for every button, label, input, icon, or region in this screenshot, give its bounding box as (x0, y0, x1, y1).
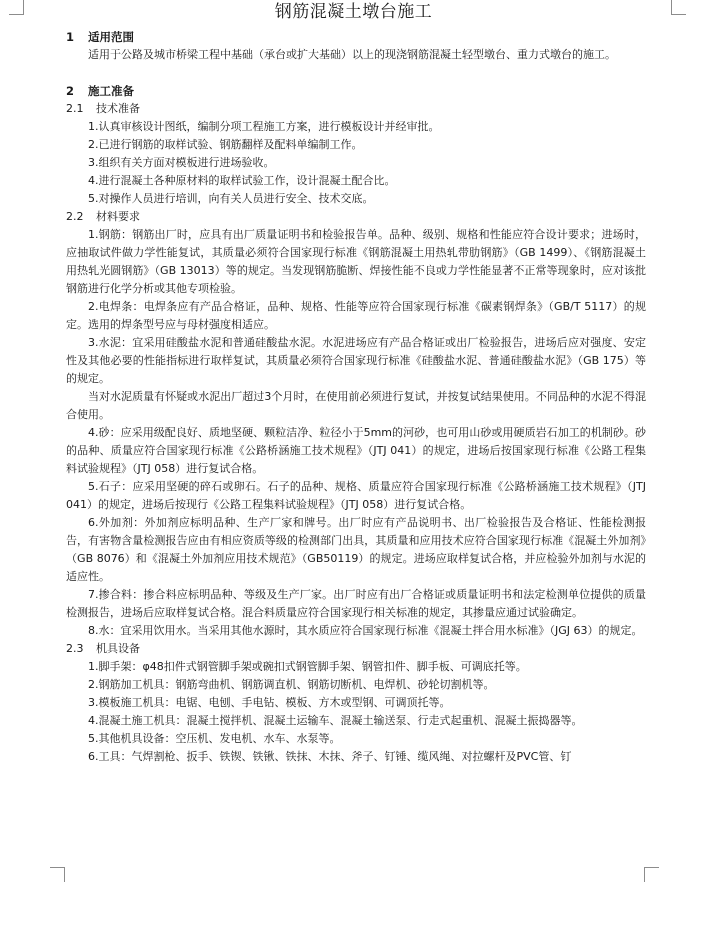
list-item: 1.脚手架：φ48扣件式钢管脚手架或碗扣式钢管脚手架、钢管扣件、脚手板、可调底托等。 (88, 660, 527, 673)
list-item: 1.认真审核设计图纸，编制分项工程施工方案，进行模板设计并经审批。 (88, 120, 440, 133)
list-item: 3.组织有关方面对模板进行进场验收。 (88, 156, 275, 169)
section-number: 2 (66, 84, 75, 98)
subsection-number: 2.1 (66, 102, 84, 115)
subsection-number: 2.2 (66, 210, 84, 223)
crop-mark-bottom-left (50, 867, 65, 882)
list-item: 4.混凝土施工机具：混凝土搅拌机、混凝土运输车、混凝土输送泵、行走式起重机、混凝土振捣器等。 (88, 714, 583, 727)
scope-paragraph: 适用于公路及城市桥梁工程中基础（承台或扩大基础）以上的现浇钢筋混凝土轻型墩台、重力式墩台的施工。 (88, 48, 616, 61)
subsection-number: 2.3 (66, 642, 84, 655)
subsection-title: 材料要求 (96, 210, 140, 223)
material-paragraph-sand: 4.砂：应采用级配良好、质地坚硬、颗粒洁净、粒径小于5mm的河砂，也可用山砂或用硬质岩石加工的机制砂。砂的品种、质量应符合国家现行标准《公路桥涵施工技术规程》（JTJ 041）的规定，进场后按国家现行标准《公路工程集料试验规程》（JTJ 058）进行复试合格。 (66, 426, 646, 475)
list-item: 2.钢筋加工机具：钢筋弯曲机、钢筋调直机、钢筋切断机、电焊机、砂轮切割机等。 (88, 678, 495, 691)
material-paragraph-cement-note: 当对水泥质量有怀疑或水泥出厂超过3个月时，在使用前必须进行复试，并按复试结果使用。不同品种的水泥不得混合使用。 (66, 390, 646, 421)
material-paragraph-admixture: 6.外加剂：外加剂应标明品种、生产厂家和牌号。出厂时应有产品说明书、出厂检验报告及合格证、性能检测报告，有害物含量检测报告应由有相应资质等级的检测部门出具，其质量和应用技术应符合国家现行标准《混凝土外加剂》（GB 8076）和《混凝土外加剂应用技术规范》（GB50119）的规定。进场应取样复试合格，并应检验外加剂与水泥的适应性。 (66, 516, 646, 583)
material-paragraph-additive: 7.掺合料：掺合料应标明品种、等级及生产厂家。出厂时应有出厂合格证或质量证明书和法定检测单位提供的质量检测报告，进场后应取样复试合格。混合料质量应符合国家现行相关标准的规定，其掺量应通过试验确定。 (66, 588, 646, 619)
list-item: 2.已进行钢筋的取样试验、钢筋翻样及配料单编制工作。 (88, 138, 363, 151)
subsection-heading-materials (66, 208, 646, 226)
section-heading-preparation (66, 82, 646, 100)
list-item: 6.工具：气焊割枪、扳手、铁锲、铁锹、铁抹、木抹、斧子、钉锤、缆风绳、对拉螺杆及PVC管、钉 (88, 750, 572, 763)
list-item: 5.对操作人员进行培训，向有关人员进行安全、技术交底。 (88, 192, 374, 205)
document-title: 钢筋混凝土墩台施工 (274, 2, 433, 22)
subsection-heading-tech-prep (66, 100, 646, 118)
list-item: 4.进行混凝土各种原材料的取样试验工作，设计混凝土配合比。 (88, 174, 396, 187)
document-body (66, 28, 646, 766)
section-title: 适用范围 (88, 30, 134, 44)
material-paragraph-cement: 3.水泥：宜采用硅酸盐水泥和普通硅酸盐水泥。水泥进场应有产品合格证或出厂检验报告，进场后应对强度、安定性及其他必要的性能指标进行取样复试，其质量必须符合国家现行标准《硅酸盐水泥、普通硅酸盐水泥》（GB 175）等的规定。 (66, 336, 646, 385)
list-item: 5.其他机具设备：空压机、发电机、水车、水泵等。 (88, 732, 341, 745)
material-paragraph-water: 8.水：宜采用饮用水。当采用其他水源时，其水质应符合国家现行标准《混凝土拌合用水标准》（JGJ 63）的规定。 (88, 624, 643, 637)
subsection-title: 技术准备 (96, 102, 140, 115)
section-title: 施工准备 (88, 84, 134, 98)
material-paragraph-electrode: 2.电焊条：电焊条应有产品合格证，品种、规格、性能等应符合国家现行标准《碳素钢焊条》（GB/T 5117）的规定。选用的焊条型号应与母材强度相适应。 (66, 300, 646, 331)
subsection-title: 机具设备 (96, 642, 140, 655)
crop-mark-bottom-right (644, 867, 659, 882)
material-paragraph-stone: 5.石子：应采用坚硬的碎石或卵石。石子的品种、规格、质量应符合国家现行标准《公路桥涵施工技术规程》（JTJ 041）的规定，进场后按现行《公路工程集料试验规程》（JTJ 058）进行复试合格。 (66, 480, 646, 511)
subsection-heading-equipment (66, 640, 646, 658)
list-item: 3.模板施工机具：电锯、电刨、手电钻、模板、方木或型钢、可调顶托等。 (88, 696, 451, 709)
section-number: 1 (66, 30, 75, 44)
section-heading-scope (66, 28, 646, 46)
spacer (66, 64, 646, 82)
material-paragraph-rebar: 1.钢筋：钢筋出厂时，应具有出厂质量证明书和检验报告单。品种、级别、规格和性能应符合设计要求；进场时，应抽取试件做力学性能复试，其质量必须符合国家现行标准《钢筋混凝土用热轧带肋钢筋》（GB 1499）、《钢筋混凝土用热轧光圆钢筋》（GB 13013）等的规定。当发现钢筋脆断、焊接性能不良或力学性能显著不正常等现象时，应对该批钢筋进行化学分析或其他专项检验。 (66, 228, 646, 295)
